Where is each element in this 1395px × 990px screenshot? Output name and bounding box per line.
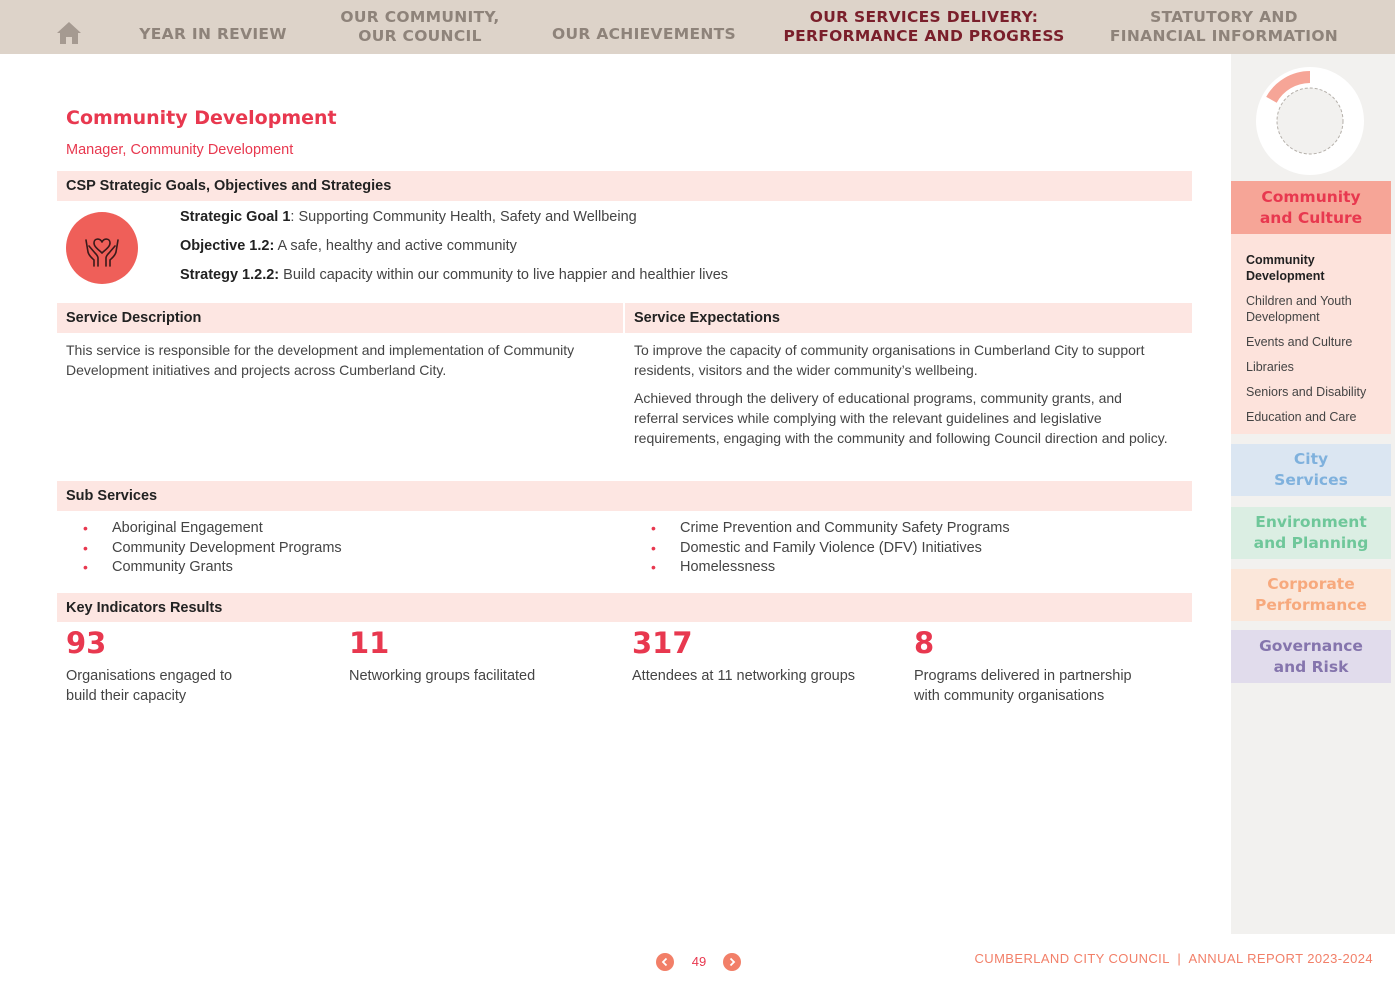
kpi-value: 93 <box>66 626 107 660</box>
nav-our-community-our-council[interactable]: OUR COMMUNITY, OUR COUNCIL <box>340 8 500 45</box>
kpi-value: 8 <box>914 626 935 660</box>
sidebar-tab-environment-planning[interactable]: Environment and Planning <box>1231 507 1391 559</box>
nav-our-achievements[interactable]: OUR ACHIEVEMENTS <box>552 24 736 43</box>
list-item: • Community Development Programs <box>83 540 342 556</box>
kpi-label: Networking groups facilitated <box>349 668 536 684</box>
page-title: Community Development <box>66 107 337 129</box>
nav-statutory-financial[interactable]: STATUTORY AND FINANCIAL INFORMATION <box>1109 8 1339 45</box>
footer-report-title: CUMBERLAND CITY COUNCIL | ANNUAL REPORT 2023-2024 <box>974 951 1373 966</box>
csp-heading: CSP Strategic Goals, Objectives and Strategies <box>57 171 1192 201</box>
sidebar-tab-community-culture[interactable]: Community and Culture <box>1231 181 1391 234</box>
section-progress-donut <box>1254 65 1366 177</box>
kpi-value: 317 <box>632 626 693 660</box>
list-item: • Aboriginal Engagement <box>83 520 263 536</box>
sidebar-item-education-care[interactable]: Education and Care <box>1246 410 1357 424</box>
page-number: 49 <box>691 954 707 969</box>
sidebar-item-events-culture[interactable]: Events and Culture <box>1246 335 1353 349</box>
kpi-value: 11 <box>349 626 390 660</box>
list-item: • Homelessness <box>651 559 776 575</box>
strategic-goal-line: Strategic Goal 1: Supporting Community Health, Safety and Wellbeing <box>180 209 637 225</box>
sidebar-tab-governance-risk[interactable]: Governance and Risk <box>1231 630 1391 683</box>
list-item: • Community Grants <box>83 559 233 575</box>
page-subtitle: Manager, Community Development <box>66 142 294 158</box>
service-expectations-heading: Service Expectations <box>625 303 1192 333</box>
nav-year-in-review[interactable]: YEAR IN REVIEW <box>139 24 287 43</box>
key-indicators-heading: Key Indicators Results <box>57 593 1192 622</box>
service-description-text: This service is responsible for the development and implementation of Community Development initiatives and projects across Cumberland City. <box>66 342 575 378</box>
home-icon[interactable] <box>56 20 82 46</box>
top-navigation <box>0 0 1395 54</box>
sidebar-item-children-youth[interactable]: Children and Youth Development <box>1246 294 1352 324</box>
sub-services-heading: Sub Services <box>57 481 1192 511</box>
list-item: • Domestic and Family Violence (DFV) Initiatives <box>651 540 982 556</box>
kpi-label: Organisations engaged to build their capacity <box>66 668 233 704</box>
kpi-label: Attendees at 11 networking groups <box>632 668 856 684</box>
chevron-left-icon <box>660 957 670 967</box>
list-item: • Crime Prevention and Community Safety Programs <box>651 520 1010 536</box>
service-description-heading: Service Description <box>57 303 623 333</box>
next-page-button[interactable] <box>723 953 741 971</box>
chevron-right-icon <box>727 957 737 967</box>
previous-page-button[interactable] <box>656 953 674 971</box>
service-expectations-p1: To improve the capacity of community organisations in Cumberland City to support residents, visitors and the wider community’s wellbeing. <box>634 342 1145 378</box>
nav-our-services-delivery[interactable]: OUR SERVICES DELIVERY: PERFORMANCE AND PROGRESS <box>783 8 1065 45</box>
kpi-label: Programs delivered in partnership with community organisations <box>914 668 1132 704</box>
sidebar-tab-city-services[interactable]: City Services <box>1231 444 1391 496</box>
strategy-line: Strategy 1.2.2: Build capacity within our community to live happier and healthier lives <box>180 267 729 283</box>
objective-line: Objective 1.2: A safe, healthy and active community <box>180 238 517 254</box>
sidebar-item-seniors-disability[interactable]: Seniors and Disability <box>1246 385 1367 399</box>
sidebar-item-community-development[interactable]: Community Development <box>1246 253 1325 283</box>
caring-hands-heart-icon <box>66 212 138 284</box>
sidebar-item-libraries[interactable]: Libraries <box>1246 360 1294 374</box>
sidebar-tab-corporate-performance[interactable]: Corporate Performance <box>1231 569 1391 621</box>
service-expectations-p2: Achieved through the delivery of educational programs, community grants, and referral services while complying with the relevant guidelines and legislative requirements, engaging with the community and following Council direction and policy. <box>634 390 1168 446</box>
